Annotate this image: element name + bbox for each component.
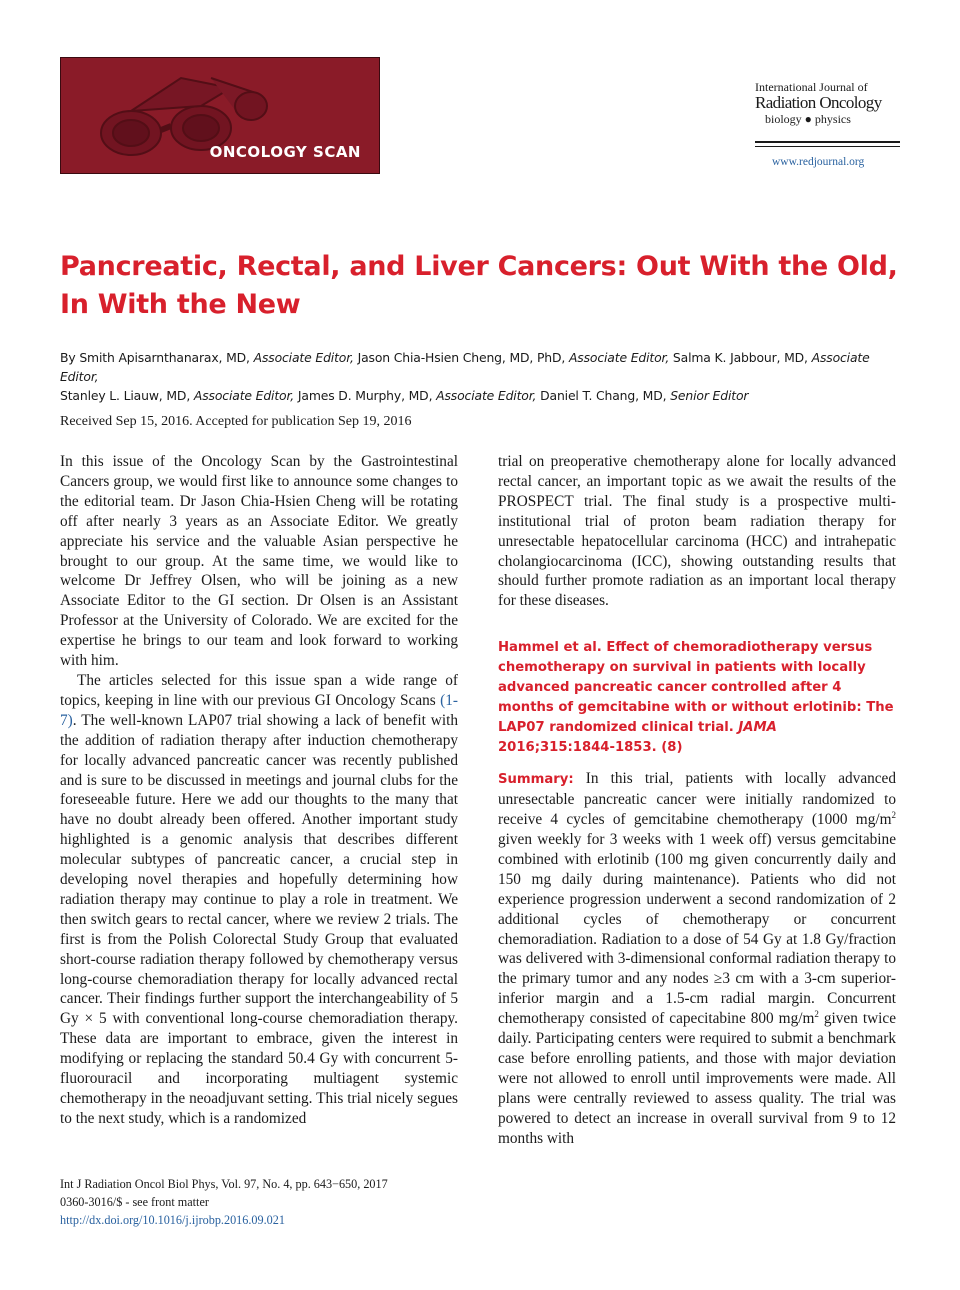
footer (60, 1175, 388, 1229)
section-reference: 2016;315:1844-1853. (8) (498, 740, 683, 756)
paragraph-text: . The well-known LAP07 trial showing a lack of benefit with the addition of radiation therapy after induction chemotherapy for locally advanced pancreatic cancer was recently published and is sure to be discussed in meetings and journal clubs for the foreseeable future. Here we add our thoughts to the many that have no doubt already been offered. Another important study highlighted is a genomic analysis that describes different molecular subtypes of pancreatic cancer, a crucial step in developing novel therapies and hopefully determining how radiation therapy may continue to play a role in treatment. We then switch gears to rectal cancer, where we review 2 trials. The first is from the Polish Colorectal Study Group that evaluated short-course radiation therapy followed by chemotherapy versus long-course chemoradiation therapy for locally advanced rectal cancer. Their findings further support the interchangeability of 5 Gy × 5 with conventional long-course chemoradiation therapy. These data are important to embrace, given the interest in modifying or replacing the standard 50.4 Gy with concurrent 5-fluorouracil and incorporating multiagent systemic chemotherapy in the neoadjuvant setting. This trial nicely segues to the next study, which is a randomized (60, 711, 458, 1127)
paragraph-text: given twice daily. Participating centers were required to submit a benchmark case before enrolling patients, and those with major deviation were not allowed to enroll until improvements were made. All plans were centrally reviewed to assess quality. The trial was powered to detect an increase in overall survival from 9 to 12 months with (498, 1010, 896, 1147)
author-name: James D. Murphy, MD, (297, 388, 433, 403)
banner-label: ONCOLOGY SCAN (209, 143, 361, 161)
author-name: Smith Apisarnthanarax, MD, (79, 350, 250, 365)
issn-line: 0360-3016/$ - see front matter (60, 1195, 209, 1209)
paragraph: In this issue of the Oncology Scan by the Gastrointestinal Cancers group, we would first like to announce some changes to the editorial team. Dr Jason Chia-Hsien Cheng will be rotating off after nearly 3 years as an Associate Editor. We greatly appreciate his service and the valuable Asian perspective he brought to our group. At the same time, we would like to welcome Dr Jeffrey Olsen, who will be joining as a new Associate Editor to the GI section. Dr Olsen is an Assistant Professor at the University of Colorado. We are excited for the expertise he brings to our team and look forward to working with him. (60, 453, 458, 670)
citation-link[interactable]: (1-7) (60, 691, 458, 729)
journal-name-line1: International Journal of (755, 80, 868, 94)
author-role: Associate Editor, (568, 350, 670, 365)
author-role: Associate Editor, (436, 388, 537, 403)
right-column (498, 452, 896, 1148)
divider (755, 141, 900, 143)
author-name: Salma K. Jabbour, MD, (672, 350, 808, 365)
by-label: By (60, 350, 76, 365)
journal-logo (755, 80, 905, 168)
journal-name-line2: Radiation Oncology (755, 93, 882, 112)
left-column (60, 452, 458, 1129)
author-role: Senior Editor (670, 388, 749, 403)
paragraph (60, 671, 458, 1129)
doi-link[interactable]: http://dx.doi.org/10.1016/j.ijrobp.2016.09.021 (60, 1213, 285, 1227)
journal-url-link[interactable]: www.redjournal.org (772, 156, 865, 168)
author-list (60, 348, 900, 405)
paragraph-text: given weekly for 3 weeks with 1 week off) versus gemcitabine combined with erlotinib (100 mg given concurrently daily and 150 mg daily during maintenance). Patients who did not experience progression underwent a second randomization of 2 additional cycles of chemotherapy or concurrent chemoradiation. Radiation to a dose of 54 Gy at 1.8 Gy/fraction was delivered with 3-dimensional conformal radiation therapy to the primary tumor and any nodes ≥3 cm with a 3-cm superior-inferior margin and a 1.5-cm radial margin. Concurrent chemotherapy consisted of capecitabine 800 mg/m (498, 830, 896, 1028)
paragraph-text: In this trial, patients with locally advanced unresectable pancreatic cancer were initially randomized to receive 4 cycles of gemcitabine chemotherapy (1000 mg/m (498, 770, 896, 829)
summary-paragraph (498, 769, 896, 1148)
journal-abbrev: JAMA (738, 720, 777, 736)
author-name: Jason Chia-Hsien Cheng, MD, PhD, (357, 350, 566, 365)
superscript: 2 (891, 809, 896, 820)
paragraph-text: The articles selected for this issue span a wide range of topics, keeping in line with our previous GI Oncology Scans (60, 671, 458, 709)
author-name: Stanley L. Liauw, MD, (60, 388, 191, 403)
author-role: Associate Editor, (60, 350, 870, 384)
section-heading-text: Hammel et al. Effect of chemoradiotherapy versus chemotherapy on survival in patients with locally advanced pancreatic cancer controlled after 4 months of gemcitabine with or without erlotinib: The LAP07 randomized clinical trial. (498, 640, 894, 736)
received-date: Received Sep 15, 2016. Accepted for publication Sep 19, 2016 (60, 414, 412, 429)
author-role: Associate Editor, (193, 388, 295, 403)
section-heading (498, 638, 896, 758)
divider (755, 146, 900, 147)
author-role: Associate Editor, (253, 350, 354, 365)
journal-citation: Int J Radiation Oncol Biol Phys, Vol. 97, No. 4, pp. 643−650, 2017 (60, 1177, 388, 1191)
summary-label: Summary: (498, 772, 574, 788)
journal-name-line3: biology ● physics (765, 112, 851, 126)
superscript: 2 (814, 1009, 819, 1020)
author-name: Daniel T. Chang, MD, (540, 388, 667, 403)
oncology-scan-banner (60, 57, 380, 174)
paragraph: trial on preoperative chemotherapy alone for locally advanced rectal cancer, an important topic as we await the results of the PROSPECT trial. The final study is a prospective multi-institutional trial of proton beam radiation therapy for unresectable hepatocellular carcinoma (HCC) and intrahepatic cholangiocarcinoma (ICC), showing outstanding results that should further promote radiation as an important local therapy for these diseases. (498, 453, 896, 610)
article-title: Pancreatic, Rectal, and Liver Cancers: Out With the Old, In With the New (60, 251, 898, 320)
